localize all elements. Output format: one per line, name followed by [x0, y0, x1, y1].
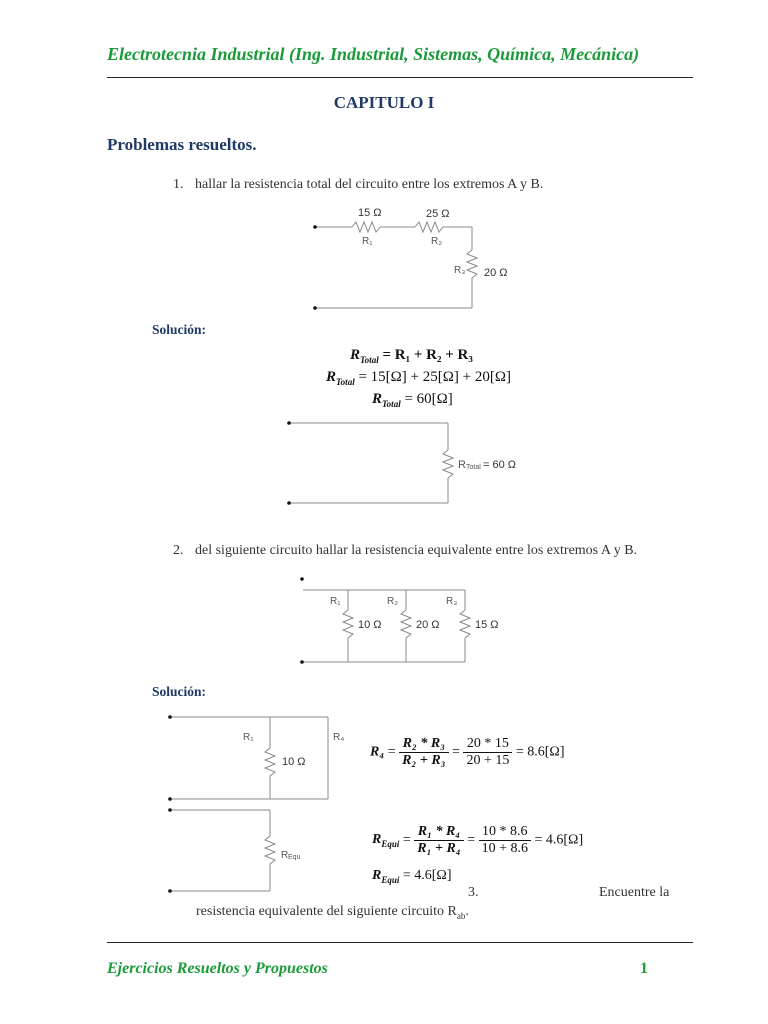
equation-rtotal-values: $R_{Total} = 15[\Omega] + 25[\Omega] + 20[\Omega]$	[326, 369, 511, 387]
r3-resistor	[467, 250, 477, 278]
r4-label: R₄	[333, 732, 345, 743]
terminal-a	[287, 421, 291, 425]
r1-value: 10 Ω	[282, 756, 306, 768]
terminal-b	[287, 501, 291, 505]
r1-resistor	[265, 748, 275, 776]
problem-1-number: 1.	[173, 177, 184, 192]
terminal-b	[313, 306, 317, 310]
rtotal-label: R	[458, 459, 466, 471]
page-header-title: Electrotecnia Industrial (Ing. Industrial, Sistemas, Química, Mecánica)	[107, 44, 640, 64]
rtotal-label-sub: Total	[466, 464, 481, 471]
problem-2-statement	[173, 543, 637, 559]
problem-2-step-circuit	[160, 708, 360, 898]
r3-value: 20 Ω	[484, 267, 508, 279]
equation-rtotal-formula: $R_{Total} = R_1 + R_2 + R_3$	[350, 347, 473, 365]
r2-value: 20 Ω	[416, 619, 440, 631]
r3-value: 15 Ω	[475, 619, 499, 631]
r1-label: R₁	[362, 236, 373, 247]
problem-1-text: hallar la resistencia total del circuito entre los extremos A y B.	[195, 177, 544, 192]
requ-label-sub: Equ	[288, 854, 301, 861]
problem-2-number: 2.	[173, 543, 184, 558]
header-rule	[107, 77, 693, 78]
terminal-a	[313, 225, 317, 229]
r3-label: R₃	[454, 265, 466, 276]
r2-value: 25 Ω	[426, 208, 450, 220]
r3-resistor	[460, 610, 470, 638]
problem-1-statement	[173, 177, 543, 193]
equation-rtotal-result: $R_{Total} = 60[\Omega]$	[372, 391, 453, 409]
terminal-a-equ	[168, 808, 172, 812]
r1-resistor	[343, 610, 353, 638]
problem-2-circuit	[290, 570, 520, 670]
equation-r4: R₄ = $\frac{\text{R₂ * R₃}}{\text{R₂ + R₃}}$ = $\frac{20 * 15}{20 + 15}$ = 8.6[Ω]	[370, 736, 565, 768]
chapter-title: CAPITULO I	[333, 93, 435, 112]
r1-value: 15 Ω	[358, 207, 382, 219]
problem-3-lead-word: Encuentre la	[599, 885, 670, 900]
terminal-a	[168, 715, 172, 719]
r3-label: R₃	[446, 596, 458, 607]
rtotal-value: = 60 Ω	[483, 459, 516, 471]
r1-label: R₁	[330, 596, 341, 607]
terminal-b	[168, 797, 172, 801]
r2-label: R₂	[431, 236, 443, 247]
problem-1-result-circuit	[280, 410, 540, 510]
r2-resistor	[415, 222, 443, 232]
terminal-a	[300, 577, 304, 581]
r1-value: 10 Ω	[358, 619, 382, 631]
page-number: 1	[640, 960, 648, 977]
r2-resistor	[401, 610, 411, 638]
problem-1-circuit	[300, 200, 530, 320]
terminal-b-equ	[168, 889, 172, 893]
solution-2-label: Solución:	[152, 684, 207, 699]
footer-rule	[107, 942, 693, 943]
footer-title: Ejercicios Resueltos y Propuestos	[107, 960, 328, 977]
section-title: Problemas resueltos.	[107, 135, 257, 154]
problem-2-text: del siguiente circuito hallar la resistencia equivalente entre los extremos A y B.	[195, 543, 638, 558]
r1-label: R₁	[243, 732, 254, 743]
equation-requ-result: $R_{Equi} = 4.6[\Omega]$	[372, 868, 452, 885]
rtotal-resistor	[443, 450, 453, 478]
problem-3-text: resistencia equivalente del siguiente circuito $R_{ab}$.	[196, 904, 469, 921]
solution-1-label: Solución:	[152, 322, 207, 337]
r1-resistor	[352, 222, 380, 232]
requ-label: R	[281, 850, 289, 861]
terminal-b	[300, 660, 304, 664]
r2-label: R₂	[387, 596, 399, 607]
problem-3-number: 3.	[468, 885, 479, 900]
requ-resistor	[265, 836, 275, 864]
equation-requ-formula: $R_{Equi}$ = $\frac{\text{R₁ * R₄}}{\text{R₁ + R₄}}$ = $\frac{10 * 8.6}{10 + 8.6}$ = 4.6[Ω]	[372, 824, 584, 856]
